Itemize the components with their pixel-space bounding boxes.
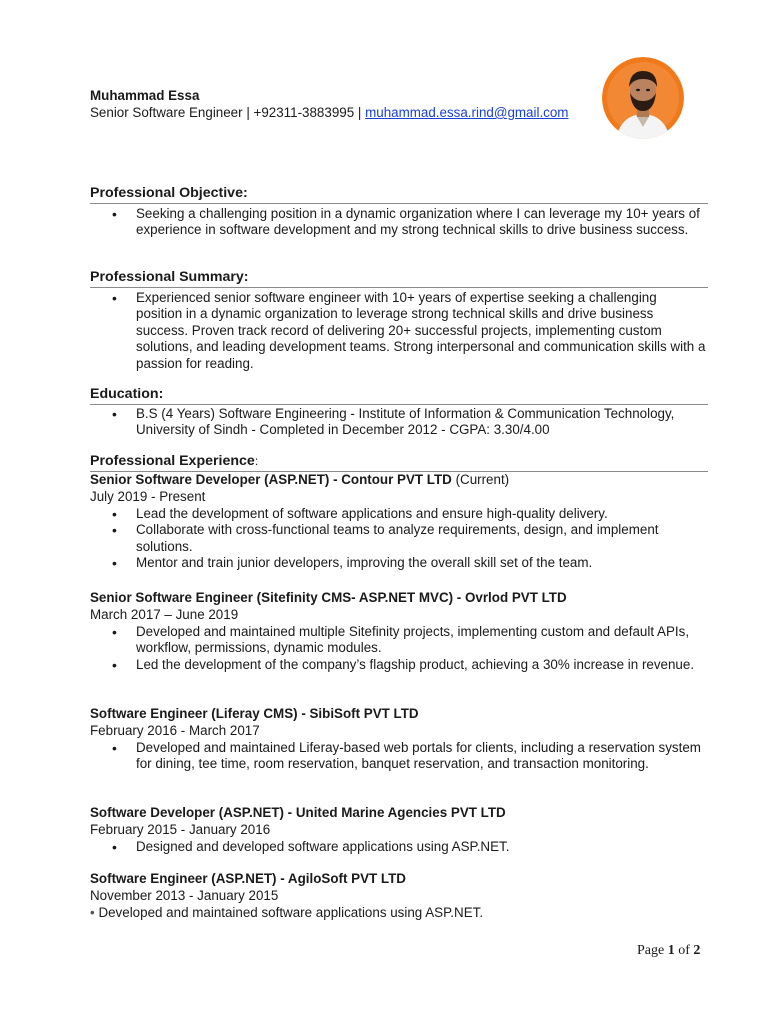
- job-bullets: [90, 624, 706, 673]
- job-current-tag: (Current): [451, 472, 510, 487]
- job-dates: November 2013 - January 2015: [90, 888, 279, 903]
- contact-prefix: Senior Software Engineer | +92311-3883995 |: [90, 105, 366, 120]
- section-title-education: Education:: [90, 386, 708, 405]
- section-title-experience: [90, 453, 708, 472]
- list-item: • Led the development of the company’s flagship product, achieving a 30% increase in revenue.: [90, 657, 706, 673]
- page-word: Page: [637, 943, 668, 958]
- job-dates: July 2019 - Present: [90, 489, 206, 504]
- list-item-text: Developed and maintained software applications using ASP.NET.: [98, 905, 484, 920]
- page-number: [637, 943, 700, 959]
- profile-photo-image: [602, 57, 684, 139]
- job-title: Software Engineer (Liferay CMS) - SibiSoft PVT LTD: [90, 706, 419, 721]
- list-item: • Mentor and train junior developers, improving the overall skill set of the team.: [90, 555, 706, 571]
- job-title: [90, 472, 509, 488]
- list-item: • Developed and maintained Liferay-based web portals for clients, including a reservation system for dining, tee time, room reservation, banquet reservation, and transaction monitoring.: [90, 740, 706, 773]
- candidate-name: Muhammad Essa: [90, 88, 200, 103]
- job-title: Software Developer (ASP.NET) - United Marine Agencies PVT LTD: [90, 805, 506, 820]
- education-list: [90, 406, 706, 439]
- list-item: [90, 905, 483, 921]
- list-item: • B.S (4 Years) Software Engineering - Institute of Information & Communication Technology, University of Sindh - Completed in December 2012 - CGPA: 3.30/4.00: [90, 406, 706, 439]
- contact-line: [90, 105, 568, 121]
- job-bullets: [90, 839, 706, 855]
- profile-photo: [602, 57, 684, 139]
- section-title-summary: Professional Summary:: [90, 269, 708, 288]
- job-bullets: [90, 740, 706, 773]
- email-link[interactable]: muhammad.essa.rind@gmail.com: [365, 105, 569, 120]
- list-item: • Developed and maintained multiple Sitefinity projects, implementing custom and default APIs, workflow, permissions, dynamic modules.: [90, 624, 706, 657]
- job-dates: February 2015 - January 2016: [90, 822, 271, 837]
- total-pages: 2: [693, 943, 701, 958]
- list-item: • Collaborate with cross-functional teams to analyze requirements, design, and implement solutions.: [90, 522, 706, 555]
- section-title-objective: Professional Objective:: [90, 185, 708, 204]
- current-page: 1: [667, 943, 675, 958]
- list-item: • Designed and developed software applications using ASP.NET.: [90, 839, 706, 855]
- list-item: • Experienced senior software engineer with 10+ years of expertise seeking a challenging position in a dynamic organization to leverage strong technical skills and drive business success. Proven track record of delivering 20+ successful projects, implementing custom solutions, and leading development teams. Strong interpersonal and communication skills with a passion for reading.: [90, 290, 706, 372]
- job-title-text: Senior Software Developer (ASP.NET) - Contour PVT LTD: [90, 472, 452, 487]
- list-item: • Lead the development of software applications and ensure high-quality delivery.: [90, 506, 706, 522]
- summary-list: [90, 290, 706, 372]
- job-dates: February 2016 - March 2017: [90, 723, 260, 738]
- bullet-glyph: •: [90, 905, 95, 920]
- of-word: of: [674, 943, 694, 958]
- experience-title-text: Professional Experience: [90, 453, 255, 469]
- list-item: • Seeking a challenging position in a dynamic organization where I can leverage my 10+ years of experience in software development and my strong technical skills to drive business success.: [90, 206, 706, 239]
- job-title: Senior Software Engineer (Sitefinity CMS- ASP.NET MVC) - Ovrlod PVT LTD: [90, 590, 567, 605]
- experience-title-colon: :: [254, 454, 259, 468]
- job-bullets: [90, 506, 706, 572]
- job-title: Software Engineer (ASP.NET) - AgiloSoft PVT LTD: [90, 871, 406, 886]
- job-dates: March 2017 – June 2019: [90, 607, 239, 622]
- objective-list: [90, 206, 706, 239]
